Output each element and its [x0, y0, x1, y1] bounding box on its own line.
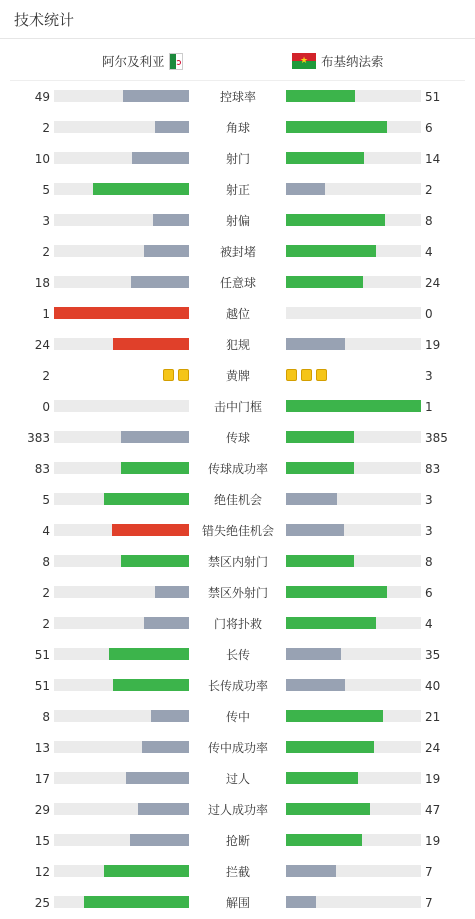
home-value: 18: [34, 276, 50, 290]
home-value: 383: [27, 431, 50, 445]
home-value: 25: [34, 896, 50, 910]
stat-row: [0, 577, 475, 608]
stat-label: 门将扑救: [213, 617, 262, 631]
home-bar-fill: [84, 896, 189, 908]
home-bar-fill: [144, 617, 189, 629]
stat-label: 传球成功率: [207, 462, 268, 476]
home-bar-fill: [123, 90, 189, 102]
home-bar-track: [54, 90, 189, 102]
home-bar-track: [54, 710, 189, 722]
away-bar-fill: [286, 648, 341, 660]
away-value: 24: [425, 741, 441, 755]
home-bar-track: [54, 524, 189, 536]
away-bar-track: [286, 462, 421, 474]
away-value: 3: [425, 369, 433, 383]
away-bar-fill: [286, 586, 387, 598]
stat-row: [0, 825, 475, 856]
home-bar-track: [54, 338, 189, 350]
home-bar-fill: [144, 245, 189, 257]
stat-row: [0, 422, 475, 453]
stat-row: [0, 763, 475, 794]
away-bar-track: [286, 493, 421, 505]
home-value: 49: [34, 90, 50, 104]
stat-row: [0, 453, 475, 484]
home-bar-fill: [155, 586, 189, 598]
away-bar-track: [286, 555, 421, 567]
away-bar-fill: [286, 772, 358, 784]
away-bar-fill: [286, 400, 421, 412]
away-team-name: 布基纳法索: [321, 54, 384, 69]
home-bar-track: [54, 865, 189, 877]
home-team: [102, 50, 183, 72]
away-value: 2: [425, 183, 433, 197]
home-value: 13: [34, 741, 50, 755]
divider: [0, 38, 475, 39]
stat-label: 任意球: [219, 276, 256, 290]
stat-label: 控球率: [219, 90, 256, 104]
away-cards: [286, 369, 327, 381]
home-bar-track: [54, 276, 189, 288]
home-value: 15: [34, 834, 50, 848]
away-bar-track: [286, 400, 421, 412]
away-bar-track: [286, 307, 421, 319]
home-value: 12: [34, 865, 50, 879]
away-bar-fill: [286, 462, 354, 474]
stat-label: 射门: [225, 152, 250, 166]
away-bar-fill: [286, 710, 383, 722]
home-bar-track: [54, 400, 189, 412]
away-bar-fill: [286, 617, 376, 629]
away-value: 6: [425, 586, 433, 600]
away-bar-track: [286, 896, 421, 908]
away-bar-track: [286, 834, 421, 846]
away-value: 0: [425, 307, 433, 321]
stat-label: 过人成功率: [207, 803, 268, 817]
home-bar-track: [54, 431, 189, 443]
algeria-flag-icon: [169, 53, 183, 70]
stat-label: 射正: [225, 183, 250, 197]
away-bar-fill: [286, 741, 374, 753]
home-value: 10: [34, 152, 50, 166]
stat-row: [0, 515, 475, 546]
away-bar-track: [286, 679, 421, 691]
away-bar-fill: [286, 493, 337, 505]
away-bar-fill: [286, 183, 325, 195]
away-value: 51: [425, 90, 441, 104]
away-value: 14: [425, 152, 441, 166]
home-value: 17: [34, 772, 50, 786]
home-bar-fill: [131, 276, 189, 288]
home-bar-fill: [130, 834, 189, 846]
home-value: 29: [34, 803, 50, 817]
home-bar-fill: [121, 555, 189, 567]
stat-row: [0, 391, 475, 422]
stat-label: 绝佳机会: [213, 493, 262, 507]
home-bar-fill: [153, 214, 189, 226]
away-bar-track: [286, 741, 421, 753]
home-bar-track: [54, 214, 189, 226]
away-bar-fill: [286, 555, 354, 567]
stat-label: 错失绝佳机会: [201, 524, 274, 538]
away-bar-track: [286, 865, 421, 877]
stat-row: [0, 670, 475, 701]
stat-row: [0, 174, 475, 205]
home-bar-fill: [104, 865, 189, 877]
home-bar-track: [54, 834, 189, 846]
away-bar-track: [286, 524, 421, 536]
away-value: 8: [425, 555, 433, 569]
stat-label: 过人: [225, 772, 250, 786]
away-value: 3: [425, 524, 433, 538]
burkina-faso-flag-icon: ★: [292, 53, 316, 69]
away-bar-fill: [286, 524, 344, 536]
away-bar-fill: [286, 896, 316, 908]
home-bar-track: [54, 586, 189, 598]
home-value: 8: [42, 710, 50, 724]
stat-label: 长传: [225, 648, 250, 662]
away-bar-track: [286, 586, 421, 598]
home-bar-track: [54, 555, 189, 567]
stat-label: 传中: [225, 710, 250, 724]
home-value: 83: [34, 462, 50, 476]
home-value: 2: [42, 586, 50, 600]
home-bar-fill: [138, 803, 189, 815]
stat-row: [0, 267, 475, 298]
stat-label: 抢断: [225, 834, 250, 848]
away-bar-fill: [286, 431, 354, 443]
away-value: 4: [425, 245, 433, 259]
away-value: 83: [425, 462, 441, 476]
away-bar-fill: [286, 865, 336, 877]
home-bar-fill: [112, 524, 189, 536]
away-bar-track: [286, 772, 421, 784]
home-bar-track: [54, 462, 189, 474]
away-bar-track: [286, 214, 421, 226]
away-bar-fill: [286, 679, 345, 691]
away-value: 35: [425, 648, 441, 662]
away-value: 8: [425, 214, 433, 228]
yellow-card-icon: [301, 369, 312, 381]
home-value: 2: [42, 617, 50, 631]
stat-row: [0, 732, 475, 763]
away-value: 1: [425, 400, 433, 414]
away-bar-fill: [286, 121, 387, 133]
away-bar-track: [286, 803, 421, 815]
stat-row: [0, 856, 475, 887]
away-value: 21: [425, 710, 441, 724]
stat-row: [0, 143, 475, 174]
stat-label: 长传成功率: [207, 679, 268, 693]
home-bar-track: [54, 679, 189, 691]
yellow-card-icon: [163, 369, 174, 381]
home-bar-fill: [155, 121, 189, 133]
away-value: 24: [425, 276, 441, 290]
home-bar-fill: [54, 307, 189, 319]
stat-row: [0, 887, 475, 918]
stat-row: [0, 608, 475, 639]
stat-label: 黄牌: [225, 369, 250, 383]
home-bar-track: [54, 183, 189, 195]
away-value: 47: [425, 803, 441, 817]
home-bar-fill: [121, 462, 189, 474]
away-value: 19: [425, 834, 441, 848]
stat-row: [0, 546, 475, 577]
away-bar-fill: [286, 276, 363, 288]
stat-label: 禁区内射门: [207, 555, 268, 569]
page-title: 技术统计: [14, 11, 75, 29]
away-team: [292, 50, 384, 72]
stat-row: [0, 701, 475, 732]
stat-label: 角球: [225, 121, 250, 135]
home-bar-fill: [142, 741, 189, 753]
away-value: 385: [425, 431, 448, 445]
away-bar-track: [286, 183, 421, 195]
home-bar-track: [54, 307, 189, 319]
stat-label: 传球: [225, 431, 250, 445]
away-bar-track: [286, 338, 421, 350]
home-value: 2: [42, 121, 50, 135]
away-bar-fill: [286, 803, 370, 815]
home-value: 5: [42, 493, 50, 507]
away-bar-track: [286, 431, 421, 443]
away-bar-track: [286, 617, 421, 629]
home-bar-track: [54, 245, 189, 257]
home-bar-track: [54, 772, 189, 784]
stat-row: [0, 360, 475, 391]
home-value: 51: [34, 679, 50, 693]
home-value: 2: [42, 245, 50, 259]
home-value: 3: [42, 214, 50, 228]
home-bar-track: [54, 121, 189, 133]
away-bar-track: [286, 245, 421, 257]
away-bar-track: [286, 710, 421, 722]
stat-row: [0, 639, 475, 670]
home-team-name: 阿尔及利亚: [102, 54, 165, 69]
home-bar-fill: [93, 183, 189, 195]
away-value: 6: [425, 121, 433, 135]
home-bar-track: [54, 617, 189, 629]
home-bar-fill: [104, 493, 189, 505]
stat-row: [0, 236, 475, 267]
away-bar-fill: [286, 834, 362, 846]
home-value: 0: [42, 400, 50, 414]
away-bar-track: [286, 152, 421, 164]
home-bar-fill: [151, 710, 189, 722]
stat-label: 犯规: [225, 338, 250, 352]
yellow-card-icon: [178, 369, 189, 381]
away-value: 19: [425, 338, 441, 352]
away-bar-fill: [286, 90, 355, 102]
away-value: 3: [425, 493, 433, 507]
stat-label: 被封堵: [219, 245, 256, 259]
home-bar-fill: [113, 679, 189, 691]
stat-label: 拦截: [225, 865, 250, 879]
stat-row: [0, 329, 475, 360]
home-bar-track: [54, 741, 189, 753]
home-value: 5: [42, 183, 50, 197]
away-bar-track: [286, 121, 421, 133]
away-value: 7: [425, 865, 433, 879]
home-value: 24: [34, 338, 50, 352]
home-bar-fill: [113, 338, 189, 350]
home-bar-fill: [121, 431, 189, 443]
away-value: 4: [425, 617, 433, 631]
home-value: 1: [42, 307, 50, 321]
stat-label: 传中成功率: [207, 741, 268, 755]
yellow-card-icon: [316, 369, 327, 381]
away-value: 40: [425, 679, 441, 693]
away-bar-fill: [286, 338, 345, 350]
stat-row: [0, 794, 475, 825]
away-bar-fill: [286, 152, 364, 164]
away-value: 7: [425, 896, 433, 910]
stat-row: [0, 484, 475, 515]
stat-row: [0, 81, 475, 112]
stat-label: 解围: [225, 896, 250, 910]
home-bar-fill: [132, 152, 189, 164]
away-bar-track: [286, 90, 421, 102]
away-bar-track: [286, 648, 421, 660]
stat-label: 禁区外射门: [207, 586, 268, 600]
stat-label: 射偏: [225, 214, 250, 228]
home-value: 8: [42, 555, 50, 569]
stat-row: [0, 112, 475, 143]
stat-row: [0, 298, 475, 329]
away-value: 19: [425, 772, 441, 786]
stat-label: 击中门框: [213, 400, 262, 414]
stat-row: [0, 205, 475, 236]
stat-label: 越位: [225, 307, 250, 321]
away-bar-track: [286, 276, 421, 288]
yellow-card-icon: [286, 369, 297, 381]
away-bar-fill: [286, 214, 385, 226]
home-bar-track: [54, 896, 189, 908]
home-bar-fill: [126, 772, 189, 784]
home-value: 2: [42, 369, 50, 383]
home-bar-track: [54, 152, 189, 164]
home-bar-track: [54, 648, 189, 660]
home-bar-track: [54, 493, 189, 505]
home-value: 51: [34, 648, 50, 662]
home-value: 4: [42, 524, 50, 538]
away-bar-fill: [286, 245, 376, 257]
home-bar-track: [54, 803, 189, 815]
home-cards: [163, 369, 189, 381]
home-bar-fill: [109, 648, 189, 660]
